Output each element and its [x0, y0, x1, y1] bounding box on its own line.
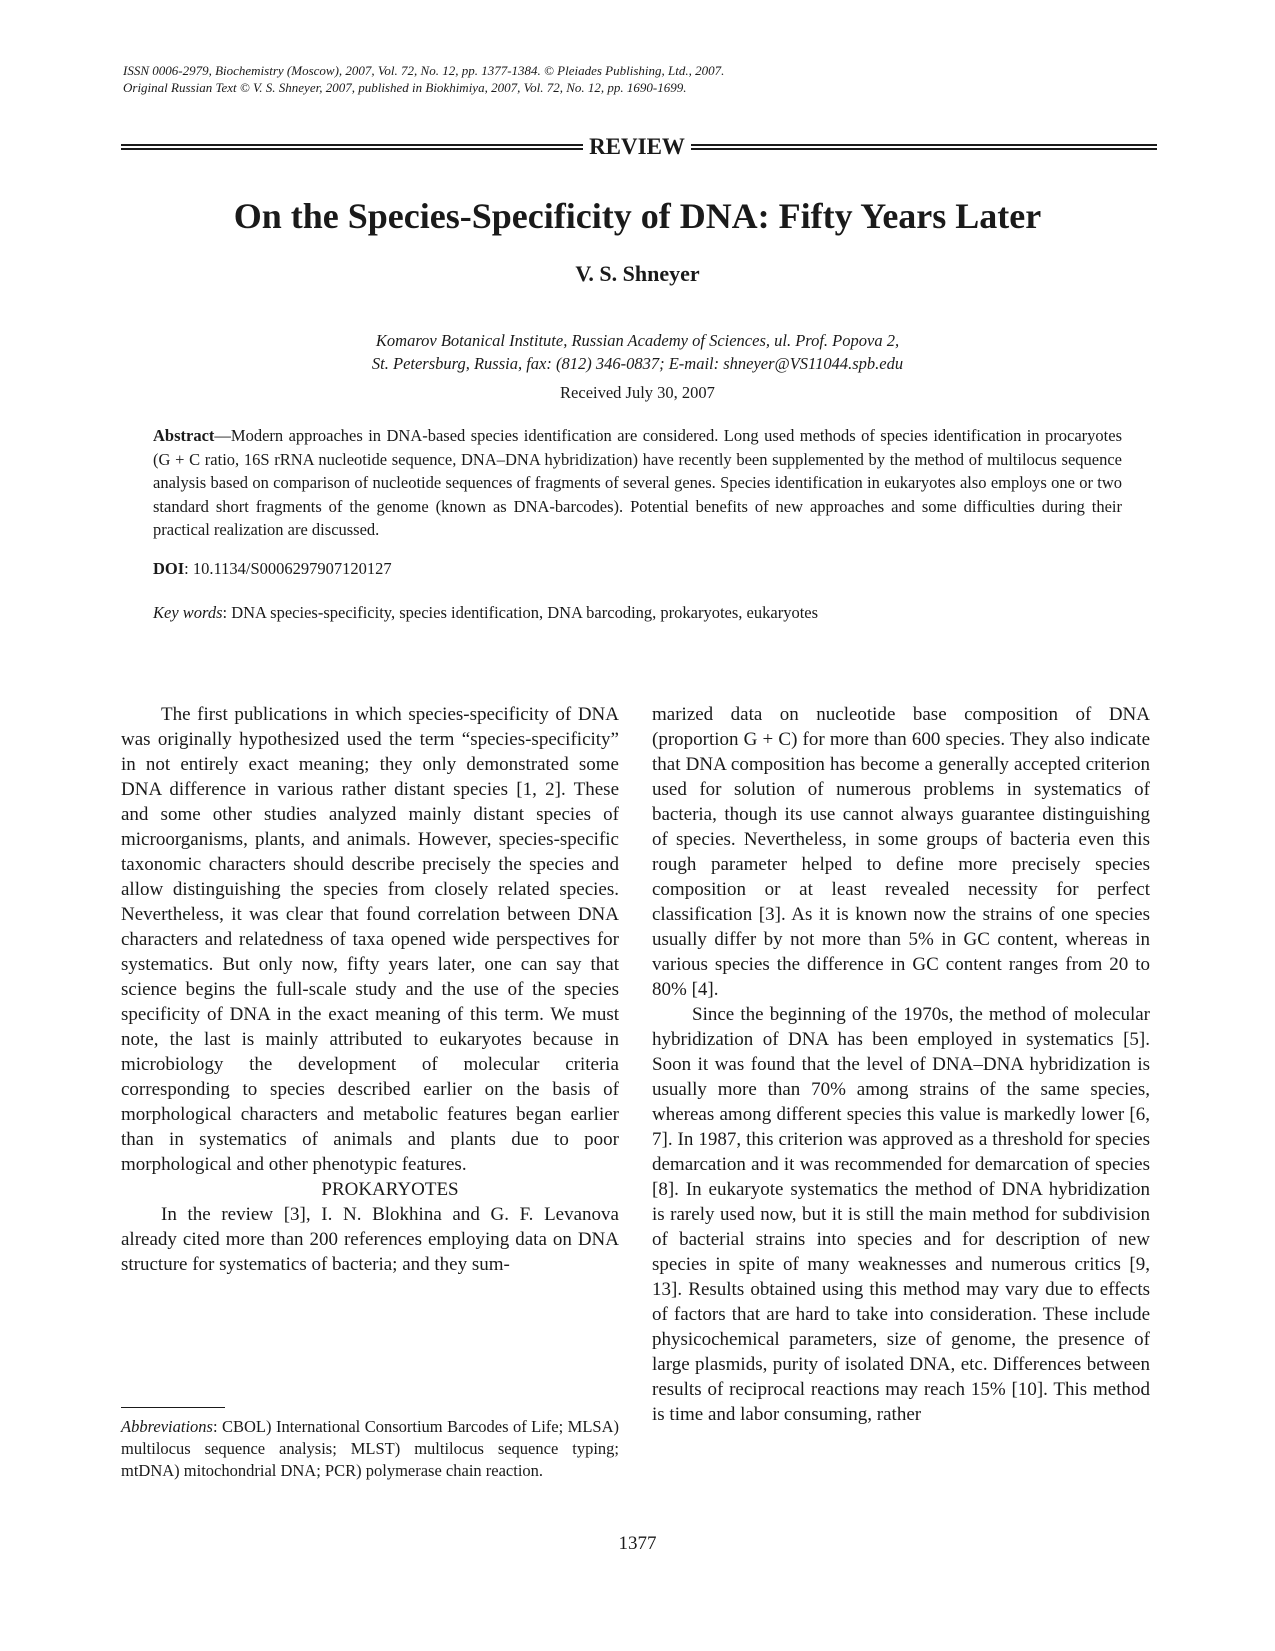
keywords [153, 602, 818, 624]
header-original-text-line: Original Russian Text © V. S. Shneyer, 2007, published in Biokhimiya, 2007, Vol. 72, No. 12, pp. 1690-1699. [123, 80, 687, 95]
footnote-label: Abbreviations [121, 1417, 213, 1436]
abstract-text: —Modern approaches in DNA-based species identification are considered. Long used methods of species identification in procaryotes (G + C ratio, 16S rRNA nucleotide sequence, DNA–DNA hybridization) have recently been supplemented by the method of multilocus sequence analysis based on comparison of nucleotide sequences of fragments of several genes. Species identification in eukaryotes also employs one or two standard short fragments of the genome (known as DNA-barcodes). Potential benefits of new approaches and some difficulties during their practical realization are discussed. [153, 426, 1122, 539]
body-paragraph: Since the beginning of the 1970s, the method of molecular hybridization of DNA has been employed in systematics [5]. Soon it was found that the level of DNA–DNA hybridization is usually more than 70% among strains of the same species, whereas among different species this value is markedly lower [6, 7]. In 1987, this criterion was approved as a threshold for species demarcation and it was recommended for demarcation of species [8]. In eukaryote systematics the method of DNA hybridization is rarely used now, but it is still the main method for subdivision of bacterial strains into species and for description of new species in spite of many weaknesses and numerous critics [9, 13]. Results obtained using this method may vary due to effects of factors that are hard to take into consideration. These include physicochemical parameters, size of genome, the presence of large plasmids, purity of isolated DNA, etc. Differences between results of reciprocal reactions may reach 15% [10]. This method is time and labor consuming, rather [652, 1004, 1150, 1425]
article-author: V. S. Shneyer [575, 261, 700, 286]
article-title: On the Species-Specificity of DNA: Fifty Years Later [233, 196, 1042, 236]
section-heading-prokaryotes: PROKARYOTES [321, 1179, 459, 1200]
body-column-right [652, 702, 1150, 1427]
header-citation-line: ISSN 0006-2979, Biochemistry (Moscow), 2007, Vol. 72, No. 12, pp. 1377-1384. © Pleiades Publishing, Ltd., 2007. [123, 63, 725, 78]
affiliation-line-2: St. Petersburg, Russia, fax: (812) 346-0837; E-mail: shneyer@VS11044.spb.edu [371, 354, 904, 373]
body-paragraph: In the review [3], I. N. Blokhina and G. F. Levanova already cited more than 200 references employing data on DNA structure for systematics of bacteria; and they sum- [121, 1204, 619, 1275]
body-column-left [121, 702, 619, 1277]
author-affiliation [0, 329, 1275, 375]
footnote-divider [121, 1407, 225, 1408]
affiliation-line-1: Komarov Botanical Institute, Russian Academy of Sciences, ul. Prof. Popova 2, [375, 331, 900, 350]
page-number: 1377 [618, 1533, 657, 1554]
keywords-value: : DNA species-specificity, species identification, DNA barcoding, prokaryotes, eukaryotes [222, 603, 819, 622]
keywords-label: Key words [153, 603, 223, 622]
banner-rule-right [691, 144, 1157, 150]
doi-label: DOI [153, 559, 185, 578]
abstract-label: Abstract [153, 426, 215, 445]
banner-rule-left [121, 144, 583, 150]
abstract [153, 424, 1122, 542]
journal-header [123, 62, 724, 96]
section-label: REVIEW [589, 134, 685, 159]
section-banner [121, 136, 1157, 160]
body-paragraph: The first publications in which species-specificity of DNA was originally hypothesized used the term “species-specificity” in not entirely exact meaning; they only demonstrated some DNA difference in various rather distant species [1, 2]. These and some other studies analyzed mainly distant species of microorganisms, plants, and animals. However, species-specific taxonomic characters should describe precisely the species and allow distinguishing the species from closely related species. Nevertheless, it was clear that found correlation between DNA characters and relatedness of taxa opened wide perspectives for systematics. But only now, fifty years later, one can say that science begins the full-scale study and the use of the species specificity of DNA in the exact meaning of this term. We must note, the last is mainly attributed to eukaryotes because in microbiology the development of molecular criteria corresponding to species described earlier on the basis of morphological characters and metabolic features began earlier than in systematics of animals and plants due to poor morphological and other phenotypic features. [121, 704, 619, 1175]
body-paragraph: marized data on nucleotide base composition of DNA (proportion G + C) for more than 600 species. They also indicate that DNA composition has become a generally accepted criterion used for solution of numerous problems in systematics of bacteria, though its use cannot always guarantee distinguishing of species. Nevertheless, in some groups of bacteria even this rough parameter helped to define more precisely species composition or at least revealed necessity for perfect classification [3]. As it is known now the strains of one species usually differ by not more than 5% in GC content, whereas in various species the difference in GC content ranges from 20 to 80% [4]. [652, 704, 1150, 1000]
doi-value: : 10.1134/S0006297907120127 [184, 559, 392, 578]
footnote-text: : CBOL) International Consortium Barcodes of Life; MLSA) multilocus sequence analysis; MLST) multilocus sequence typing; mtDNA) mitochondrial DNA; PCR) polymerase chain reaction. [121, 1417, 619, 1480]
abbreviations-footnote [121, 1416, 619, 1482]
received-date: Received July 30, 2007 [560, 383, 715, 402]
doi [153, 558, 392, 580]
